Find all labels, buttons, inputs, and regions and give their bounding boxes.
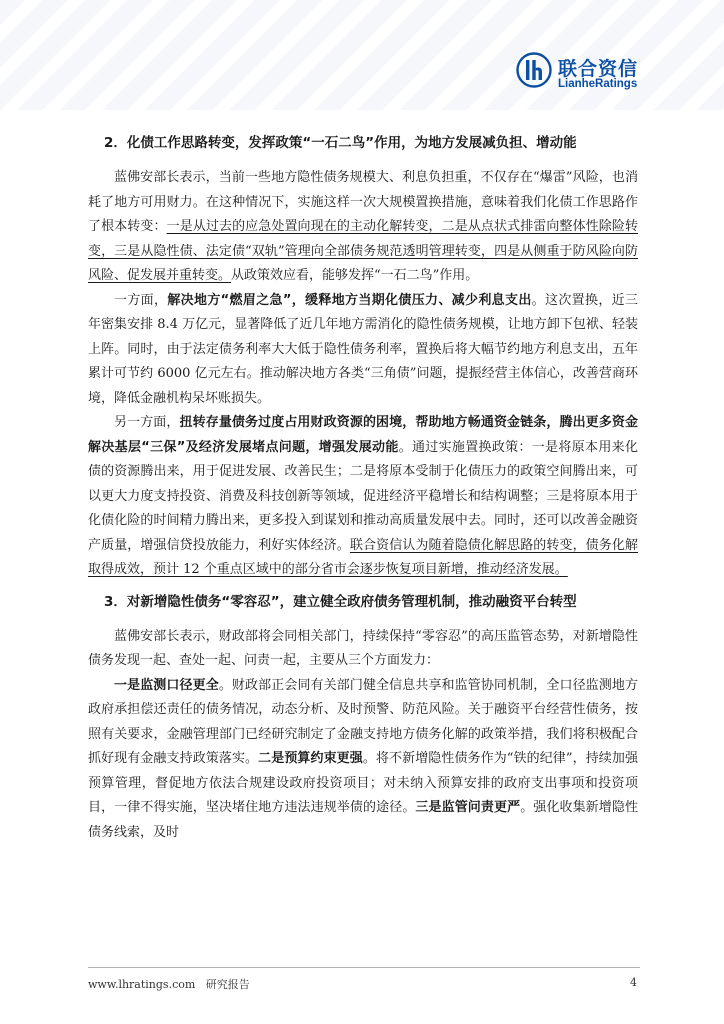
text: 。财政部正会同有关部门健全信息共享和监管协同机制，全口径监测地方政府承担偿还责任的债务情况，动态分析、及时预警、防范风险。关于融资平台经营性债务，按照有关要求，金融管理部门已经研究制定了金融支持地方债务化解的政策举措，我们将积极配合抓好现有金融支持政策落实。 [88,677,638,766]
text: 从政策效应看，能够发挥“一石二鸟”作用。 [231,268,479,283]
text: 。强化收集新增隐性债务线索，及时 [88,800,638,840]
section-2-paragraph-3 [88,411,638,583]
bold-text: 一是监测口径更全 [114,677,219,693]
text: 。通过实施置换政策：一是将原本用来化债的资源腾出来，用于促进发展、改善民生；二是将原本受制于化债压力的政策空间腾出来，可以更大力度支持投资、消费及科技创新等领域，促进经济平稳增长和结构调整；三是将原本用于化债化险的时间精力腾出来，更多投入到谋划和推动高质量发展中去。同时，还可以改善金融资产质量，增强信贷投放能力，利好实体经济。 [88,439,638,553]
section-2-heading: 2．化债工作思路转变，发挥政策“一石二鸟”作用，为地方发展减负担、增动能 [104,135,577,151]
footer-website-link[interactable]: www.lhratings.com [88,978,196,991]
text: 。这次置换，近三年密集安排 8.4 万亿元，显著降低了近几年地方需消化的隐性债务规模，让地方卸下包袱、轻装上阵。同时，由于法定债务利率大大低于隐性债务利率，置换后将大幅节约地方利息支出，五年累计可节约 6000 亿元左右。推动解决地方各类“三角债”问题，提振经营主体信心，改善营商环境，降低金融机构呆坏账损失。 [88,292,638,406]
logo-chinese-name: 联合资信 [558,58,639,80]
bold-text: 解决地方“燃眉之急”，缓释地方当期化债压力、减少利息支出 [167,292,532,308]
page-number: 4 [630,976,637,989]
lianhe-logo-icon [516,52,552,88]
text: 。将不新增隐性债务作为“铁的纪律”，持续加强预算管理，督促地方依法合规建设政府投资项目；对未纳入预算安排的政府支出事项和投资项目，一律不得实施，坚决堵住地方违法违规举债的途径。 [88,751,638,815]
text: 另一方面， [114,415,180,430]
text: 蓝佛安部长表示，当前一些地方隐性债务规模大、利息负担重，不仅存在“爆雷”风险，也消耗了地方可用财力。在这种情况下，实施这样一次大规模置换措施，意味着我们化债工作思路作了根本转变： [88,170,638,234]
section-2-paragraph-2 [88,289,638,412]
bold-text: 二是预算约束更强 [258,751,363,766]
underlined-text: 联合资信认为随着隐债化解思路的转变，债务化解取得成效，预计 12 个重点区域中的部分省市会逐步恢复项目新增，推动经济发展。 [88,537,638,577]
text: 一方面， [114,292,168,308]
logo-english-name: LianheRatings [558,78,638,90]
bold-text: 扭转存量债务过度占用财政资源的困境，帮助地方畅通资金链条，腾出更多资金解决基层“三保”及经济发展堵点问题，增强发展动能 [88,415,638,455]
underlined-text: 一是从过去的应急处置向现在的主动化解转变，二是从点状式排雷向整体性除险转变，三是从隐性债、法定债“双轨”管理向全部债务规范透明管理转变，四是从侧重于防风险向防风险、促发展并重转变。 [88,219,638,283]
footer-left [88,976,250,992]
company-logo [516,52,652,96]
section-3-paragraph-2 [88,674,638,846]
document-body [88,130,638,845]
section-3-paragraph-1: 蓝佛安部长表示，财政部将会同相关部门，持续保持“零容忍”的高压监管态势，对新增隐性债务发现一起、查处一起、问责一起，主要从三个方面发力： [88,628,638,668]
footer-divider [88,967,640,968]
section-3-heading: 3．对新增隐性债务“零容忍”，建立健全政府债务管理机制，推动融资平台转型 [104,593,577,610]
bold-text: 三是监管问责更严 [415,800,521,815]
footer-doc-type: 研究报告 [205,978,250,991]
section-2-paragraph-1 [88,166,638,289]
